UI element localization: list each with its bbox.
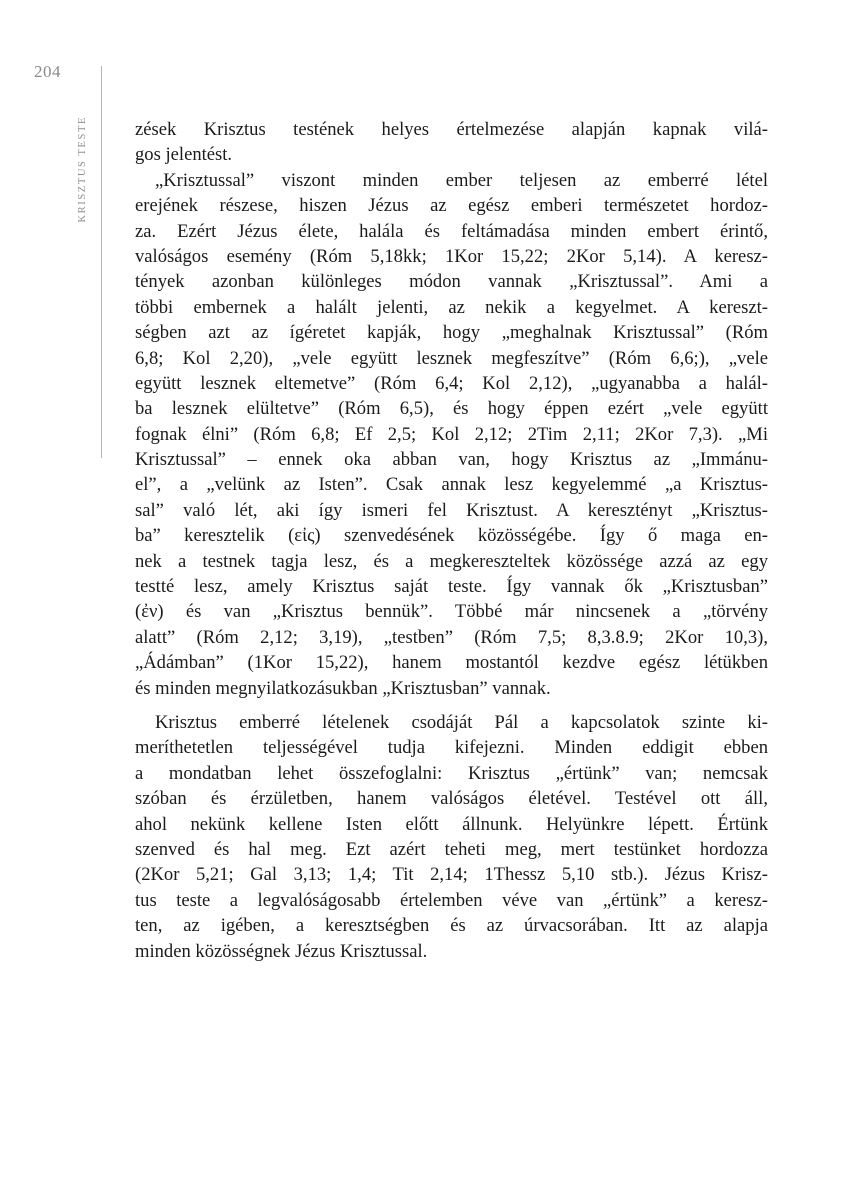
text-line: minden közösségnek Jézus Krisztussal.	[135, 940, 428, 962]
margin-rule	[101, 66, 102, 458]
page-number: 204	[34, 62, 61, 81]
text-line: „Krisztussal” viszont minden ember teljesen az emberré létel	[155, 169, 768, 191]
text-line: és minden megnyilatkozásukban „Krisztusban” vannak.	[135, 677, 551, 699]
text-line: ahol nekünk kellene Isten előtt állnunk. Helyünkre lépett. Értünk	[135, 813, 768, 835]
paragraph-2	[135, 168, 768, 701]
text-line: szóban és érzületben, hanem valóságos életével. Testével ott áll,	[135, 788, 768, 810]
text-line: többi embernek a halált jelenti, az nekik a kegyelmet. A kereszt-	[135, 296, 768, 318]
text-line: el”, a „velünk az Isten”. Csak annak lesz kegyelemmé „a Krisztus-	[135, 474, 768, 496]
text-line: Krisztus emberré lételenek csodáját Pál a kapcsolatok szinte ki-	[155, 711, 768, 733]
text-line: sal” való lét, aki így ismeri fel Krisztust. A keresztényt „Krisztus-	[135, 499, 768, 521]
text-line: tények azonban különleges módon vannak „Krisztussal”. Ami a	[135, 271, 768, 293]
text-line: fognak élni” (Róm 6,8; Ef 2,5; Kol 2,12; 2Tim 2,11; 2Kor 7,3). „Mi	[135, 423, 768, 445]
text-line: (2Kor 5,21; Gal 3,13; 1,4; Tit 2,14; 1Thessz 5,10 stb.). Jézus Krisz-	[135, 864, 768, 886]
text-line: gos jelentést.	[135, 144, 233, 166]
running-head	[72, 116, 92, 276]
text-line: 6,8; Kol 2,20), „vele együtt lesznek megfeszítve” (Róm 6,6;), „vele	[135, 347, 768, 369]
text-line: együtt lesznek eltemetve” (Róm 6,4; Kol 2,12), „ugyanabba a halál-	[135, 372, 768, 394]
paragraph-3	[135, 710, 768, 964]
text-line: testté lesz, amely Krisztus saját teste. Így vannak ők „Krisztusban”	[135, 576, 768, 598]
text-line: ten, az igében, a keresztségben és az úrvacsorában. Itt az alapja	[135, 915, 768, 937]
text-line: valóságos esemény (Róm 5,18kk; 1Kor 15,22; 2Kor 5,14). A keresz-	[135, 245, 768, 267]
text-line: ba” keresztelik (εἰς) szenvedésének közösségébe. Így ő maga en-	[135, 525, 768, 547]
text-line: a mondatban lehet összefoglalni: Krisztus „értünk” van; nemcsak	[135, 762, 768, 784]
text-line: „Ádámban” (1Kor 15,22), hanem mostantól kezdve egész létükben	[135, 652, 768, 674]
text-line: erejének részese, hiszen Jézus az egész emberi természetet hordoz-	[135, 195, 768, 217]
paragraph-gap	[135, 701, 768, 710]
text-line: nek a testnek tagja lesz, és a megkereszteltek közössége azzá az egy	[135, 550, 768, 572]
running-head-text: KRISZTUS TESTE	[76, 116, 88, 223]
text-line: (ἐν) és van „Krisztus bennük”. Többé már nincsenek a „törvény	[135, 601, 768, 623]
text-line: alatt” (Róm 2,12; 3,19), „testben” (Róm 7,5; 8,3.8.9; 2Kor 10,3),	[135, 626, 768, 648]
text-line: ba lesznek elültetve” (Róm 6,5), és hogy éppen ezért „vele együtt	[135, 398, 768, 420]
text-line: zések Krisztus testének helyes értelmezése alapján kapnak vilá-	[135, 119, 768, 140]
text-line: tus teste a legvalóságosabb értelemben véve van „értünk” a keresz-	[135, 889, 768, 911]
paragraph-1	[135, 117, 768, 168]
text-line: ségben azt az ígéretet kapják, hogy „meghalnak Krisztussal” (Róm	[135, 322, 768, 344]
body-text	[135, 117, 768, 964]
text-line: Krisztussal” – ennek oka abban van, hogy Krisztus az „Immánu-	[135, 449, 768, 471]
text-line: za. Ezért Jézus élete, halála és feltámadása minden embert érintő,	[135, 220, 768, 242]
text-line: meríthetetlen teljességével tudja kifejezni. Minden eddigit ebben	[135, 737, 768, 759]
text-line: szenved és hal meg. Ezt azért teheti meg, mert testünket hordozza	[135, 838, 768, 860]
